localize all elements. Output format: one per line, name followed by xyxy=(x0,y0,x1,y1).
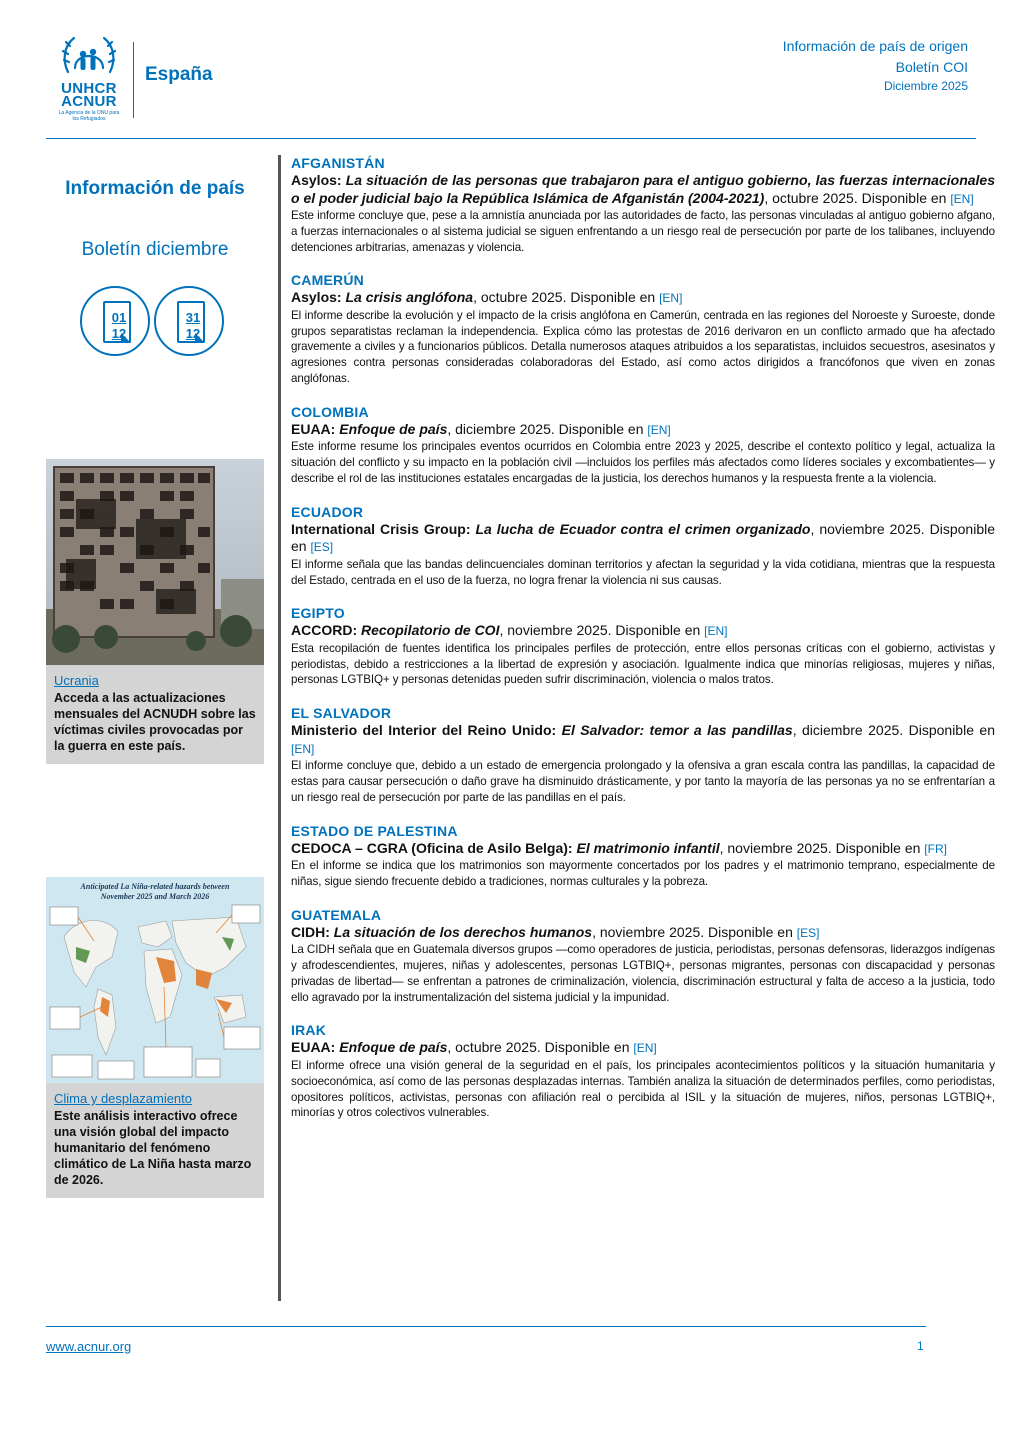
entry-description: Este informe resume los principales eventos ocurridos en Colombia entre 2023 y 2025, describe el contexto político y legal, actualiza la situación del conflicto y su impacto en la población civil —incluidos los perfiles más afectados como líderes sociales y excombatientes— y describe el rol de las instituciones estatales encargadas de la justicia, los derechos humanos y la respuesta frente a la violencia. xyxy=(291,440,995,485)
climate-card-text: Este análisis interactivo ofrece una visión global del impacto humanitario del fenómeno climático de La Niña hasta marzo de 2026. xyxy=(54,1109,252,1187)
entry-title: Recopilatorio de COI xyxy=(361,622,500,639)
entry-el-salvador xyxy=(291,705,995,805)
entry-date: , octubre 2025. Disponible en xyxy=(764,189,951,206)
unhcr-emblem-icon xyxy=(60,32,118,78)
map-caption-line-2: November 2025 and March 2026 xyxy=(100,892,210,901)
la-nina-map-image xyxy=(46,877,264,1083)
entry-description: El informe señala que las bandas delincuenciales dominan territorios y afectan la seguridad y la vida cotidiana, mientras que la respuesta del Estado, centrada en el uso de la fuerza, no logra frenar la violencia ni sus causas. xyxy=(291,557,995,587)
entry-date: , noviembre 2025. Disponible en xyxy=(719,839,925,856)
entry-date: , diciembre 2025. Disponible en xyxy=(792,722,995,739)
entry-language-link[interactable]: [EN] xyxy=(647,422,671,437)
entry-description: Esta recopilación de fuentes identifica los principales perfiles de protección, entre ellos personas críticas con el gobierno, activistas y periodistas, debido a restricciones a la libertad de expresión y asociación. Igualmente indica que minorías religiosas, mujeres y niñas, personas LGTBIQ+ y personas detenidas pueden sufrir discriminación, violencia o malos tratos. xyxy=(291,641,995,687)
main-column-rule xyxy=(278,155,281,1301)
entry-source: EUAA: xyxy=(291,1039,336,1056)
entry-country: GUATEMALA xyxy=(291,906,382,923)
entry-citation xyxy=(291,289,995,308)
entry-citation xyxy=(291,840,995,859)
entry-citation xyxy=(291,622,995,641)
ukraine-card-text: Acceda a las actualizaciones mensuales del ACNUDH sobre las víctimas civiles provocadas por la guerra en este país. xyxy=(54,691,256,753)
entry-country: CAMERÚN xyxy=(291,272,364,289)
logo-acnur-text: ACNUR xyxy=(61,93,117,110)
entry-language-link[interactable]: [EN] xyxy=(659,291,683,306)
entry-title: La lucha de Ecuador contra el crimen organizado xyxy=(475,520,811,537)
entry-source: Asylos: xyxy=(291,289,342,306)
calendar-start-day: 01 xyxy=(111,310,127,325)
entry-source: Ministerio del Interior del Reino Unido: xyxy=(291,722,557,739)
entry-source: CEDOCA – CGRA (Oficina de Asilo Belga): xyxy=(291,839,573,856)
entry-title: Enfoque de país xyxy=(339,420,448,437)
entry-language-link[interactable]: [EN] xyxy=(950,191,974,206)
damaged-building-image xyxy=(46,459,264,665)
entry-citation xyxy=(291,521,995,557)
header-line-1: Información de país de origen xyxy=(782,38,968,54)
header-line-2: Boletín COI xyxy=(895,59,968,75)
header-divider xyxy=(133,42,134,118)
calendar-end-month: 12 xyxy=(185,326,201,341)
entry-date: , octubre 2025. Disponible en xyxy=(473,289,660,306)
entry-title: Enfoque de país xyxy=(339,1039,448,1056)
entry-title: La situación de las personas que trabajaron para el antiguo gobierno, las fuerzas internacionales o el poder judicial bajo la República Islámica de Afganistán (2004-2021) xyxy=(291,172,995,206)
sidebar-subtitle: Boletín diciembre xyxy=(81,239,229,260)
entry-source: Asylos: xyxy=(291,172,342,188)
entry-language-link[interactable]: [ES] xyxy=(310,540,334,555)
entry-colombia xyxy=(291,404,995,487)
header-rule xyxy=(46,138,976,139)
entry-ecuador xyxy=(291,504,995,589)
logo-unhcr-text: UNHCR xyxy=(61,80,117,97)
entry-citation xyxy=(291,172,995,208)
entry-description: El informe ofrece una visión general de la seguridad en el país, los principales acontecimientos políticos y la situación humanitaria y socioeconómica, así como de las personas desplazadas internas. También analiza la situación de determinados perfiles, como periodistas, opositores políticos, activistas, personas con afiliación real o percibida al ISIL y la situación de mujeres, niños, personas LGTBIQ+, minorías y otros colectivos vulnerables. xyxy=(291,1058,995,1120)
entry-afganistan xyxy=(291,155,995,255)
page-number: 1 xyxy=(917,1339,924,1353)
entry-citation xyxy=(291,1039,995,1058)
entry-date: , noviembre 2025. Disponible en xyxy=(499,622,705,639)
entry-language-link[interactable]: [FR] xyxy=(924,841,947,856)
entry-irak xyxy=(291,1022,995,1121)
ukraine-link[interactable]: Ucrania xyxy=(54,673,99,688)
entry-source: ACCORD: xyxy=(291,622,358,639)
entry-palestina xyxy=(291,823,995,890)
entry-description: El informe describe la evolución y el impacto de la crisis anglófona en Camerún, centrada en las regiones del Noroeste y Suroeste, donde grupos separatistas reclaman la independencia. Explica cómo las protestas de 2016 derivaron en un conflicto armado que ha afectado gravemente a civiles y a funcionarios públicos. Detalla numerosos ataques atribuidos a los separatistas, incluidos secuestros, asesinatos y agresiones contra personas consideradas colaboradoras del Estado, así como actos dirigidos a francófonos que viven en zonas anglófonas. xyxy=(291,308,995,386)
calendar-start-month: 12 xyxy=(111,326,127,341)
header-line-3: Diciembre 2025 xyxy=(883,79,968,93)
calendar-end-day: 31 xyxy=(185,310,201,325)
entries-list xyxy=(291,155,995,1138)
sidebar-card-ukraine xyxy=(46,459,264,764)
header-info xyxy=(783,36,968,95)
calendar-start-icon xyxy=(80,286,150,356)
climate-link[interactable]: Clima y desplazamiento xyxy=(54,1091,193,1106)
entry-country: ECUADOR xyxy=(291,503,364,520)
entry-egipto xyxy=(291,605,995,688)
footer-website-link[interactable]: www.acnur.org xyxy=(46,1339,132,1354)
entry-description: El informe concluye que, debido a un estado de emergencia prolongado y la ofensiva a gran escala contra las pandillas, la capacidad de estas para causar persecución o daño grave ha disminuido drásticamente, y por tanto la mayoría de las personas ya no se enfrentarían a un riesgo real de persecución por parte de las pandillas en el país. xyxy=(291,759,995,804)
entry-country: EGIPTO xyxy=(291,605,345,622)
entry-country: COLOMBIA xyxy=(291,403,369,420)
entry-camerun xyxy=(291,272,995,386)
entry-source: International Crisis Group: xyxy=(291,520,471,537)
entry-title: El matrimonio infantil xyxy=(576,839,720,856)
entry-guatemala xyxy=(291,907,995,1006)
logo-tagline: La Agencia de la ONU para los Refugiados xyxy=(58,110,120,122)
unhcr-logo xyxy=(56,32,122,122)
entry-source: CIDH: xyxy=(291,923,330,940)
entry-country: IRAK xyxy=(291,1022,327,1039)
sidebar-title: Información de país xyxy=(65,178,245,199)
entry-title: La situación de los derechos humanos xyxy=(333,923,593,940)
entry-country: EL SALVADOR xyxy=(291,705,392,722)
entry-description: La CIDH señala que en Guatemala diversos grupos —como operadores de justicia, periodistas, personas defensoras, liderazgos indígenas y afrodescendientes, mujeres, niñas y adolescentes, personas LGTBIQ+, personas migrantes, personas con discapacidad y personas privadas de libertad— se enfrentan a patrones de criminalización, violencia, discriminación estructural y falta de acceso a la justicia, todo ello agravado por la instrumentalización del sistema judicial y la impunidad. xyxy=(291,943,995,1004)
entry-date: , noviembre 2025. Disponible en xyxy=(592,923,797,940)
entry-language-link[interactable]: [ES] xyxy=(796,925,820,940)
footer-rule xyxy=(46,1326,926,1327)
office-country: España xyxy=(145,64,213,85)
sidebar-card-climate xyxy=(46,877,264,1198)
entry-language-link[interactable]: [EN] xyxy=(633,1041,657,1056)
entry-title: El Salvador: temor a las pandillas xyxy=(561,722,793,739)
entry-citation xyxy=(291,924,995,943)
map-caption-line-1: Anticipated La Niña-related hazards between xyxy=(80,882,230,891)
entry-date: , noviembre 2025. Disponible en xyxy=(291,520,996,555)
entry-country: ESTADO DE PALESTINA xyxy=(291,822,458,839)
entry-description: Este informe concluye que, pese a la amnistía anunciada por las autoridades de facto, las personas vinculadas al antiguo gobierno afgano, a fuerzas internacionales o al sistema judicial se siguen enfrentando a un riesgo real de persecución por parte de los talibanes, incluyendo detenciones arbitrarias, amenazas y violencia. xyxy=(291,209,995,254)
entry-citation xyxy=(291,421,995,440)
entry-date: , diciembre 2025. Disponible en xyxy=(447,420,648,437)
entry-source: EUAA: xyxy=(291,420,336,437)
entry-language-link[interactable]: [EN] xyxy=(704,624,728,639)
entry-citation xyxy=(291,722,995,758)
calendar-end-icon xyxy=(154,286,224,356)
entry-language-link[interactable]: [EN] xyxy=(291,741,315,756)
entry-description: En el informe se indica que los matrimonios son mayormente concertados por los padres y el matrimonio temprano, especialmente de niñas, sigue siendo frecuente debido a tradiciones, normas culturales y la pobreza. xyxy=(291,859,995,888)
entry-title: La crisis anglófona xyxy=(345,289,474,306)
entry-date: , octubre 2025. Disponible en xyxy=(447,1039,634,1056)
entry-country: AFGANISTÁN xyxy=(291,155,385,171)
